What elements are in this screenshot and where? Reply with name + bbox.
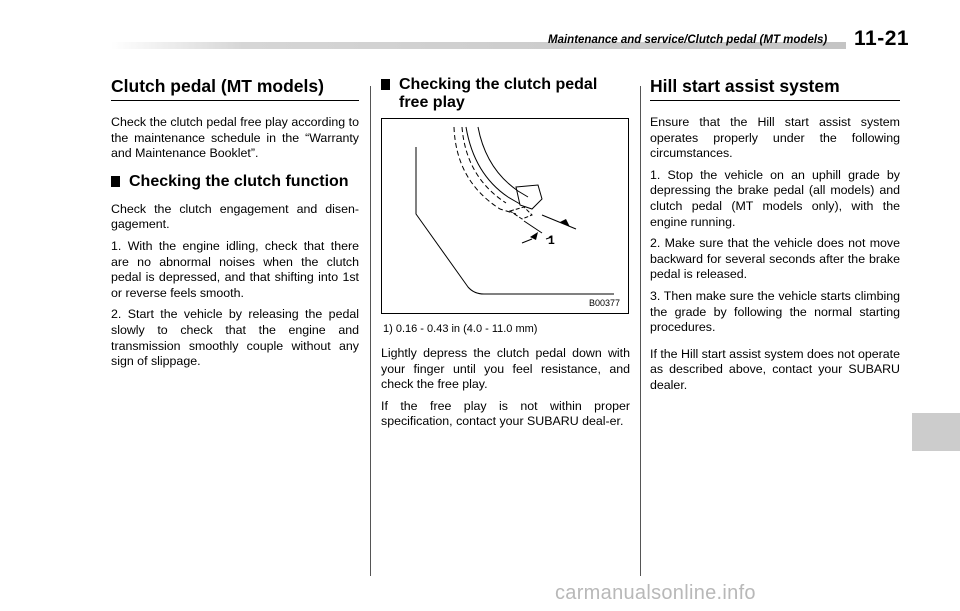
section-heading-hill-start-assist: Hill start assist system (650, 76, 900, 101)
bullet-square-icon (381, 79, 390, 90)
section-heading-clutch-pedal: Clutch pedal (MT models) (111, 76, 359, 101)
watermark: carmanualsonline.info (555, 582, 756, 604)
column-divider (640, 86, 641, 576)
subheading-clutch-function (111, 173, 359, 191)
bullet-square-icon (111, 176, 120, 187)
column-divider (370, 86, 371, 576)
subheading-clutch-function-text: Checking the clutch function (129, 172, 349, 190)
header-title: Maintenance and service/Clutch pedal (MT models) (548, 34, 828, 46)
chapter-side-tab (912, 413, 960, 451)
column-free-play (381, 76, 630, 430)
page-number: 11-21 (854, 27, 910, 50)
hill-start-step-2: 2. Make sure that the vehicle does not move backward for several seconds after the brake pedal is released. (650, 236, 900, 282)
free-play-paragraph-2: If the free play is not within proper specification, contact your SUBARU deal-er. (381, 398, 630, 429)
clutch-function-step-1: 1. With the engine idling, check that there are no abnormal noises when the clutch pedal is depressed, and that shifting into 1st or reverse feels smooth. (111, 238, 359, 300)
subheading-free-play-text: Checking the clutch pedal free play (399, 76, 598, 111)
free-play-paragraph-1: Lightly depress the clutch pedal down with your finger until you feel resistance, and check the free play. (381, 346, 630, 392)
hill-start-paragraph-1: Ensure that the Hill start assist system operates properly under the following circumstances. (650, 115, 900, 161)
clutch-function-step-2: 2. Start the vehicle by releasing the pedal slowly to check that the engine and transmission smoothly couple without any sign of slippage. (111, 307, 359, 369)
clutch-intro-paragraph: Check the clutch pedal free play according to the maintenance schedule in the “Warranty and Maintenance Booklet”. (111, 115, 359, 161)
figure-caption: 1) 0.16 - 0.43 in (4.0 - 11.0 mm) (383, 323, 538, 335)
clutch-function-paragraph-1: Check the clutch engagement and disen-gagement. (111, 201, 359, 232)
clutch-pedal-diagram (382, 119, 628, 313)
figure-code: B00377 (588, 298, 620, 308)
column-clutch-pedal (111, 76, 359, 370)
hill-start-step-1: 1. Stop the vehicle on an uphill grade by depressing the brake pedal (all models) and clutch pedal (MT models only), with the engine running. (650, 167, 900, 229)
hill-start-step-3: 3. Then make sure the vehicle starts climbing the grade by following the normal starting procedures. (650, 288, 900, 335)
figure-callout-1: 1 (548, 233, 555, 247)
clutch-pedal-figure (381, 118, 629, 314)
hill-start-paragraph-dealer: If the Hill start assist system does not operate as described above, contact your SUBARU dealer. (650, 346, 900, 392)
column-hill-start-assist (650, 76, 900, 394)
subheading-free-play (381, 76, 630, 112)
